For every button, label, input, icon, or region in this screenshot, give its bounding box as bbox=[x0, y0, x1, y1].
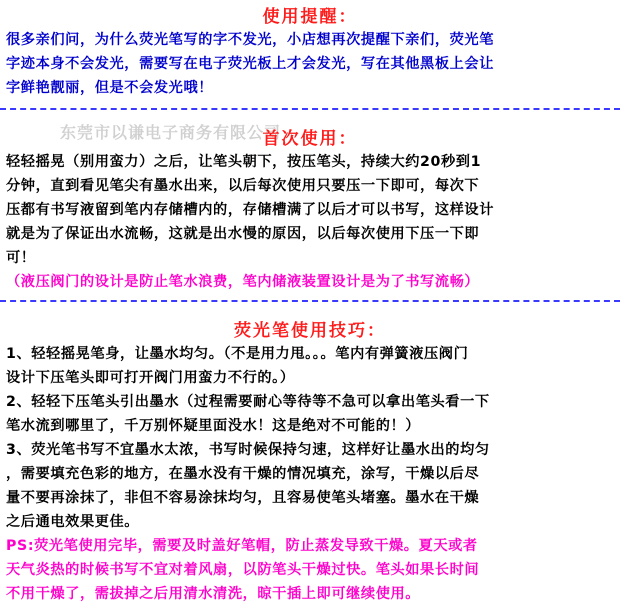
tips-line: 量不要再涂抹了，非但不容易涂抹均匀，且容易使笔头堵塞。墨水在干燥 bbox=[6, 490, 480, 506]
notice-paragraph bbox=[6, 28, 614, 100]
notice-heading: 使用提醒： bbox=[262, 7, 358, 27]
tips-heading: 荧光笔使用技巧： bbox=[234, 321, 386, 341]
first-use-line: 可！ bbox=[6, 250, 36, 266]
first-use-line: 就是为了保证出水流畅，这就是出水慢的原因，以后每次使用下压一下即 bbox=[6, 226, 480, 242]
ps-line: 不用干燥了，需拔掉之后用清水清洗，晾干插上即可继续使用。 bbox=[6, 586, 421, 602]
first-use-heading: 首次使用： bbox=[262, 129, 358, 149]
notice-line: 很多亲们问，为什么荧光笔写的字不发光，小店想再次提醒下亲们，荧光笔 bbox=[6, 32, 494, 48]
first-use-note: （液压阀门的设计是防止笔水浪费，笔内储液装置设计是为了书写流畅） bbox=[6, 274, 480, 290]
tips-line: ，需要填充色彩的地方，在墨水没有干燥的情况填充，涂写，干燥以后尽 bbox=[6, 466, 480, 482]
tips-line: 设计下压笔头即可打开阀门用蛮力不行的。） bbox=[6, 370, 295, 386]
first-use-paragraph bbox=[6, 150, 614, 294]
notice-line: 字迹本身不会发光，需要写在电子荧光板上才会发光，写在其他黑板上会让 bbox=[6, 56, 494, 72]
notice-line: 字鲜艳靓丽，但是不会发光哦！ bbox=[6, 80, 214, 96]
section-divider bbox=[0, 300, 620, 302]
section-divider bbox=[0, 108, 620, 110]
tips-line: 之后通电效果更佳。 bbox=[6, 514, 140, 530]
tips-line: 笔水流到哪里了，千万别怀疑里面没水！这是绝对不可能的！） bbox=[6, 418, 421, 434]
watermark: 东莞市以谦电子商务有限公司 bbox=[60, 123, 282, 142]
tips-line: 2、轻轻下压笔头引出墨水（过程需要耐心等待等不急可以拿出笔头看一下 bbox=[6, 394, 490, 410]
first-use-line: 分钟，直到看见笔尖有墨水出来，以后每次使用只要压一下即可，每次下 bbox=[6, 178, 480, 194]
first-use-line: 压都有书写液留到笔内存储槽内的，存储槽满了以后才可以书写，这样设计 bbox=[6, 202, 494, 218]
ps-line: PS:荧光笔使用完毕，需要及时盖好笔帽，防止蒸发导致干燥。夏天或者 bbox=[6, 538, 478, 554]
ps-line: 天气炎热的时候书写不宜对着风扇，以防笔头干燥过快。笔头如果长时间 bbox=[6, 562, 480, 578]
tips-line: 1、轻轻摇晃笔身，让墨水均匀。（不是用力甩。。。笔内有弹簧液压阀门 bbox=[6, 346, 469, 362]
tips-paragraph bbox=[6, 342, 614, 606]
first-use-line: 轻轻摇晃（别用蛮力）之后，让笔头朝下，按压笔头，持续大约20秒到1 bbox=[6, 154, 482, 170]
tips-line: 3、荧光笔书写不宜墨水太浓，书写时候保持匀速，这样好让墨水出的均匀 bbox=[6, 442, 490, 458]
